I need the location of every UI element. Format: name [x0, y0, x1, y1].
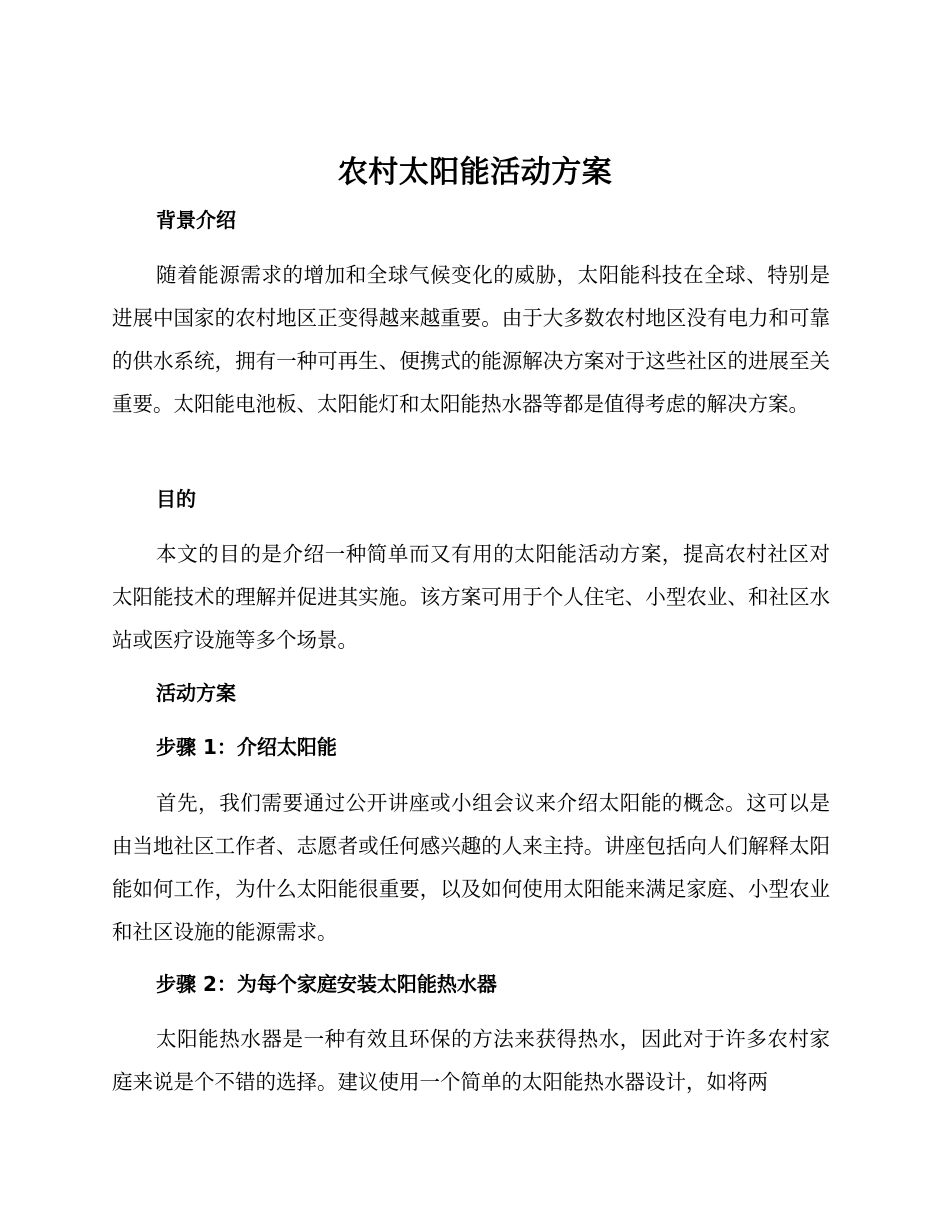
document-title: 农村太阳能活动方案 — [337, 155, 613, 190]
section-heading-activity-plan: 活动方案 — [156, 681, 236, 705]
paragraph-step-2: 太阳能热水器是一种有效且环保的方法来获得热水，因此对于许多农村家庭来说是个不错的选择。建议使用一个简单的太阳能热水器设计，如将两 — [112, 1027, 830, 1094]
paragraph-background: 随着能源需求的增加和全球气候变化的威胁，太阳能科技在全球、特别是进展中国家的农村地区正变得越来越重要。由于大多数农村地区没有电力和可靠的供水系统，拥有一种可再生、便携式的能源解决方案对于这些社区的进展至关重要。太阳能电池板、太阳能灯和太阳能热水器等都是值得考虑的解决方案。 — [112, 263, 830, 416]
paragraph-step-1: 首先，我们需要通过公开讲座或小组会议来介绍太阳能的概念。这可以是由当地社区工作者、志愿者或任何感兴趣的人来主持。讲座包括向人们解释太阳能如何工作，为什么太阳能很重要，以及如何使用太阳能来满足家庭、小型农业和社区设施的能源需求。 — [112, 791, 830, 944]
section-heading-step-1: 步骤 1：介绍太阳能 — [156, 735, 337, 759]
section-heading-background: 背景介绍 — [156, 208, 236, 232]
paragraph-purpose: 本文的目的是介绍一种简单而又有用的太阳能活动方案，提高农村社区对太阳能技术的理解并促进其实施。该方案可用于个人住宅、小型农业、和社区水站或医疗设施等多个场景。 — [112, 542, 830, 652]
section-heading-step-2: 步骤 2：为每个家庭安装太阳能热水器 — [156, 972, 497, 996]
section-heading-purpose: 目的 — [156, 487, 196, 511]
